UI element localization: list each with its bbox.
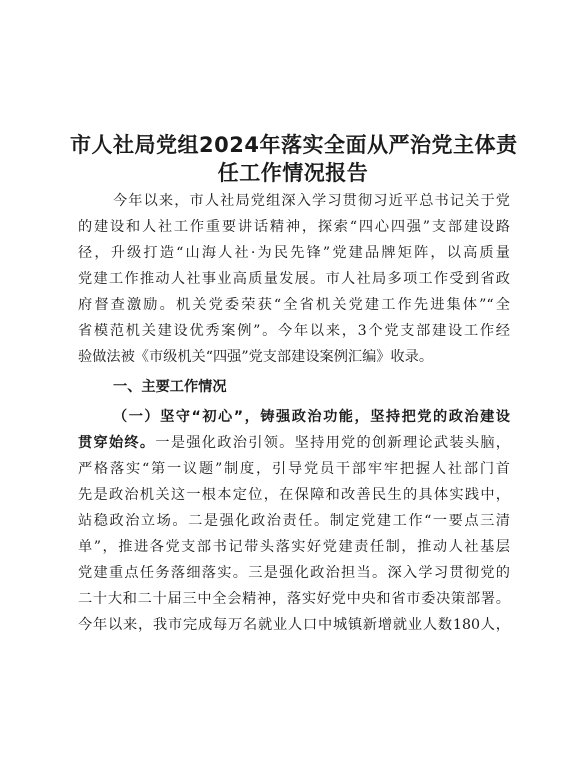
paragraph-line: 站稳政治立场。二是强化政治责任。制定党建工作“一要点三清 xyxy=(78,513,510,529)
paragraph-line: 省模范机关建设优秀案例”。今年以来，3个党支部建设工作经 xyxy=(78,323,510,339)
report-title-line-1: 市人社局党组2024年落实全面从严治党主体责 xyxy=(70,133,518,157)
report-title-line-2: 任工作情况报告 xyxy=(217,161,369,185)
paragraph-line: 验做法被《市级机关“四强”党支部建设案例汇编》收录。 xyxy=(78,349,434,365)
paragraph-line: 府督查激励。机关党委荣获“全省机关党建工作先进集体”“全 xyxy=(78,297,510,313)
paragraph-line: 党建重点任务落细落实。三是强化政治担当。深入学习贯彻党的 xyxy=(78,565,510,581)
paragraph-line xyxy=(78,430,510,456)
paragraph-line: 的建设和人社工作重要讲话精神，探索“四心四强”支部建设路 xyxy=(78,219,510,235)
section-heading: 一、主要工作情况 xyxy=(113,379,227,395)
paragraph-line: 二十大和二十届三中全会精神，落实好党中央和省市委决策部署。 xyxy=(78,591,510,607)
subsection-heading: （一）坚守“初心”，铸强政治功能，坚持把党的政治建设 xyxy=(113,409,510,425)
paragraph-line: 今年以来，我市完成每万名就业人口中城镇新增就业人数180人， xyxy=(78,617,510,633)
subsection-heading-continuation: 贯穿始终。 xyxy=(78,435,156,451)
paragraph-line: 先是政治机关这一根本定位，在保障和改善民生的具体实践中， xyxy=(78,487,510,503)
paragraph-line: 单”，推进各党支部书记带头落实好党建责任制，推动人社基层 xyxy=(78,539,510,555)
paragraph-line: 党建工作推动人社事业高质量发展。市人社局多项工作受到省政 xyxy=(78,271,510,287)
paragraph-line: 严格落实“第一议题”制度，引导党员干部牢牢把握人社部门首 xyxy=(78,461,510,477)
paragraph-line: 径，升级打造“山海人社·为民先锋”党建品牌矩阵，以高质量 xyxy=(78,245,510,261)
paragraph-line: 今年以来，市人社局党组深入学习贯彻习近平总书记关于党 xyxy=(113,193,510,209)
paragraph-text: 一是强化政治引领。坚持用党的创新理论武装头脑， xyxy=(155,435,510,451)
